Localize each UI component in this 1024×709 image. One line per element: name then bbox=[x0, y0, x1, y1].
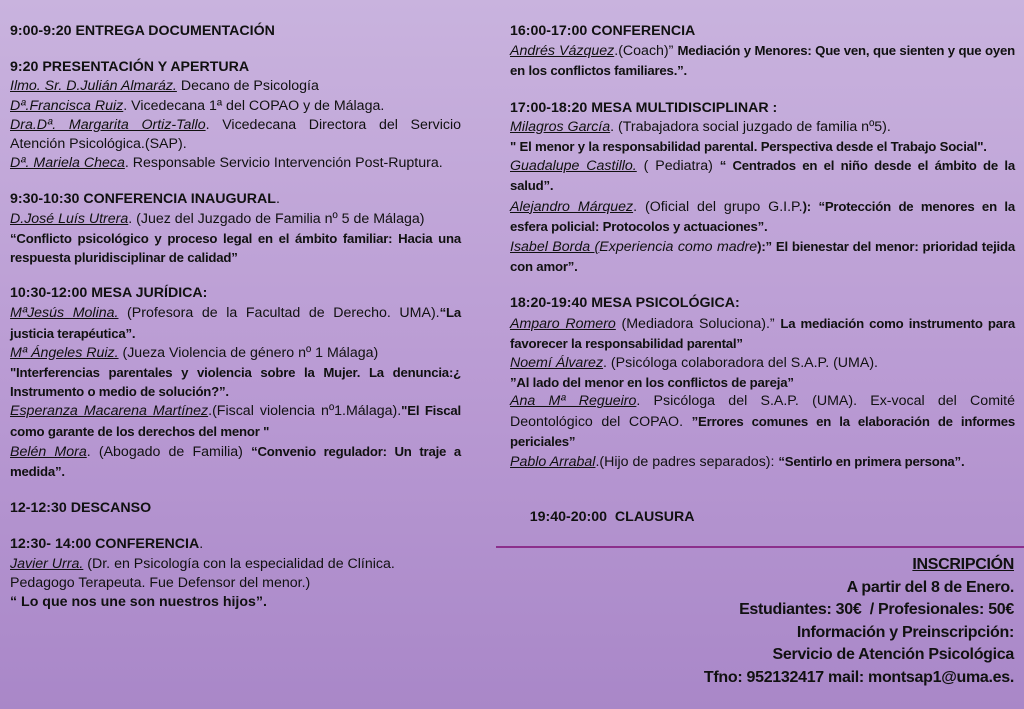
speaker-role: . Vicedecana Directora del Servicio Atención Psicológica.(SAP). bbox=[10, 116, 462, 153]
block-title-line bbox=[10, 535, 461, 554]
talk-title: " El menor y la responsabilidad parental. Perspectiva desde el Trabajo Social". bbox=[510, 139, 987, 155]
speaker-name: Dª. Mariela Checa bbox=[10, 155, 125, 172]
program-left-column bbox=[10, 22, 461, 629]
speaker-role: Experiencia como madre bbox=[599, 239, 758, 256]
speaker-name: D.José Luís Utrera bbox=[10, 210, 129, 227]
inscripcion-contact: Tfno: 952132417 mail: montsap1@uma.es. bbox=[703, 668, 1014, 686]
block-title: 16:00-17:00 CONFERENCIA bbox=[510, 23, 696, 39]
talk-title: “ Centrados en el niño desde el ámbito de la salud”. bbox=[510, 158, 1016, 194]
block-title-end: . bbox=[275, 191, 280, 208]
block-mesa-multidisciplinar bbox=[510, 99, 1015, 278]
participant bbox=[10, 401, 461, 441]
participant bbox=[510, 354, 1015, 373]
speaker-name: Andrés Vázquez bbox=[510, 43, 615, 60]
participant bbox=[10, 555, 461, 593]
participant bbox=[10, 344, 461, 363]
talk-title: La mediación como instrumento para favorecer la responsabilidad parental” bbox=[510, 315, 1015, 351]
talk-title: “Sentirlo en primera persona”. bbox=[778, 454, 965, 470]
participant bbox=[10, 210, 461, 229]
block-conferencia-tarde bbox=[510, 22, 1015, 82]
participant bbox=[510, 314, 1015, 354]
talk-title: ): “Protección de menores en la esfera policial: Protocolos y actuaciones”. bbox=[510, 198, 1015, 234]
participant bbox=[510, 197, 1015, 237]
block-title: 9:20 PRESENTACIÓN Y APERTURA bbox=[10, 59, 250, 76]
block-title-line bbox=[10, 190, 461, 209]
talk-title: ”Errores comunes en la elaboración de informes periciales” bbox=[510, 413, 1015, 449]
speaker-name: Ana Mª Regueiro bbox=[510, 393, 637, 410]
talk-title: ):” El bienestar del menor: prioridad tejida con amor”. bbox=[510, 239, 1016, 275]
participant bbox=[510, 237, 1015, 277]
speaker-role: .(Coach)” bbox=[614, 43, 678, 60]
speaker-name: Milagros García bbox=[510, 118, 611, 135]
section-divider bbox=[496, 546, 1024, 548]
speaker-role: . (Oficial del grupo G.I.P. bbox=[633, 198, 803, 215]
block-title-end: . bbox=[199, 536, 204, 553]
speaker-role: Decano de Psicología bbox=[176, 78, 319, 95]
block-title: 9:00-9:20 ENTREGA DOCUMENTACIÓN bbox=[10, 23, 275, 39]
block-title: 17:00-18:20 MESA MULTIDISCIPLINAR : bbox=[510, 99, 778, 116]
participant bbox=[10, 77, 461, 96]
block-title: 10:30-12:00 MESA JURÍDICA: bbox=[10, 285, 208, 302]
participant bbox=[10, 116, 461, 154]
participant bbox=[510, 156, 1015, 196]
block-clausura bbox=[510, 489, 1015, 547]
talk-title: “Conflicto psicológico y proceso legal en el ámbito familiar: Hacia una respuesta pluridisciplinar de calidad” bbox=[10, 230, 461, 266]
block-conferencia-mediodia bbox=[10, 535, 461, 612]
speaker-role: .(Fiscal violencia nº1.Málaga). bbox=[208, 403, 402, 420]
speaker-name: Ilmo. Sr. D.Julián Almaráz. bbox=[10, 78, 177, 95]
speaker-name: Dª.Francisca Ruiz bbox=[10, 97, 124, 114]
speaker-role: . (Trabajadora social juzgado de familia nº5). bbox=[610, 118, 891, 135]
inscripcion-info-label: Información y Preinscripción: bbox=[796, 623, 1014, 641]
inscripcion-start-date: A partir del 8 de Enero. bbox=[846, 578, 1014, 596]
speaker-name: Javier Urra. bbox=[10, 555, 84, 572]
speaker-name: Isabel Borda ( bbox=[510, 239, 600, 256]
speaker-role: . Psicóloga del S.A.P. (UMA). Ex-vocal del Comité Deontológico del COPAO. bbox=[510, 393, 1015, 430]
speaker-name: Amparo Romero bbox=[510, 315, 616, 332]
inscripcion-panel bbox=[494, 554, 1014, 690]
block-presentacion-apertura bbox=[10, 58, 461, 173]
speaker-name: Guadalupe Castillo. bbox=[510, 158, 637, 175]
block-title: 19:40-20:00 CLAUSURA bbox=[525, 509, 695, 526]
inscripcion-service: Servicio de Atención Psicológica bbox=[772, 646, 1014, 664]
speaker-name: Esperanza Macarena Martínez bbox=[10, 403, 209, 420]
talk-title: "El Fiscal como garante de los derechos del menor " bbox=[10, 403, 461, 439]
talk-title: “ Lo que nos une son nuestros hijos”. bbox=[10, 594, 267, 611]
block-mesa-juridica bbox=[10, 284, 461, 482]
participant bbox=[10, 97, 461, 116]
speaker-role: (Jueza Violencia de género nº 1 Málaga) bbox=[118, 344, 379, 361]
speaker-name: MªJesús Molina. bbox=[10, 305, 119, 322]
speaker-role: . Responsable Servicio Intervención Post-Ruptura. bbox=[124, 155, 443, 172]
speaker-name: Alejandro Márquez bbox=[510, 198, 634, 215]
speaker-role: ( Pediatra) bbox=[636, 158, 720, 175]
speaker-role: .(Hijo de padres separados): bbox=[595, 454, 779, 471]
speaker-role: . (Abogado de Familia) bbox=[86, 443, 252, 460]
block-title: 12-12:30 DESCANSO bbox=[10, 500, 152, 517]
speaker-name: Mª Ángeles Ruiz. bbox=[10, 344, 119, 361]
talk-title: “La justicia terapéutica”. bbox=[10, 305, 462, 341]
participant bbox=[10, 442, 461, 482]
speaker-role: . Vicedecana 1ª del COPAO y de Málaga. bbox=[123, 97, 385, 114]
participant bbox=[10, 303, 461, 343]
talk-title: “Convenio regulador: Un traje a medida”. bbox=[10, 443, 461, 480]
talk-title: "Interferencias parentales y violencia sobre la Mujer. La denuncia:¿ Instrumento o medio de solución?”. bbox=[10, 365, 461, 400]
participant bbox=[510, 392, 1015, 452]
inscripcion-title: INSCRIPCIÓN bbox=[912, 556, 1014, 573]
inscripcion-prices: Estudiantes: 30€ / Profesionales: 50€ bbox=[739, 601, 1014, 619]
speaker-name: Dra.Dª. Margarita Ortiz-Tallo bbox=[10, 116, 206, 133]
speaker-role: . (Juez del Juzgado de Familia nº 5 de Málaga) bbox=[128, 210, 425, 227]
talk-title: Mediación y Menores: Que ven, que sienten y que oyen en los conflictos familiares.”. bbox=[510, 43, 1015, 79]
participant bbox=[510, 41, 1015, 81]
block-title: 12:30- 14:00 CONFERENCIA bbox=[10, 536, 200, 553]
speaker-name: Pablo Arrabal bbox=[510, 454, 596, 471]
speaker-name: Noemí Álvarez bbox=[510, 355, 604, 372]
speaker-role: . (Psicóloga colaboradora del S.A.P. (UMA). bbox=[603, 355, 878, 372]
speaker-name: Belén Mora bbox=[10, 443, 87, 460]
program-right-column bbox=[510, 22, 1015, 564]
talk-title: ”Al lado del menor en los conflictos de pareja” bbox=[510, 375, 794, 391]
block-conferencia-inaugural bbox=[10, 190, 461, 267]
block-title: 18:20-19:40 MESA PSICOLÓGICA: bbox=[510, 295, 740, 312]
participant bbox=[510, 452, 1015, 472]
participant bbox=[10, 154, 461, 173]
speaker-role: (Dr. en Psicología con la especialidad de Clínica. Pedagogo Terapeuta. Fue Defensor del menor.) bbox=[10, 555, 395, 591]
speaker-role: (Profesora de la Facultad de Derecho. UMA). bbox=[118, 305, 440, 322]
block-descanso bbox=[10, 499, 461, 518]
speaker-role: (Mediadora Soluciona).” bbox=[615, 315, 781, 332]
block-entrega-documentacion bbox=[10, 22, 461, 41]
participant bbox=[510, 118, 1015, 137]
block-title: 9:30-10:30 CONFERENCIA INAUGURAL bbox=[10, 191, 276, 208]
block-mesa-psicologica bbox=[510, 294, 1015, 472]
